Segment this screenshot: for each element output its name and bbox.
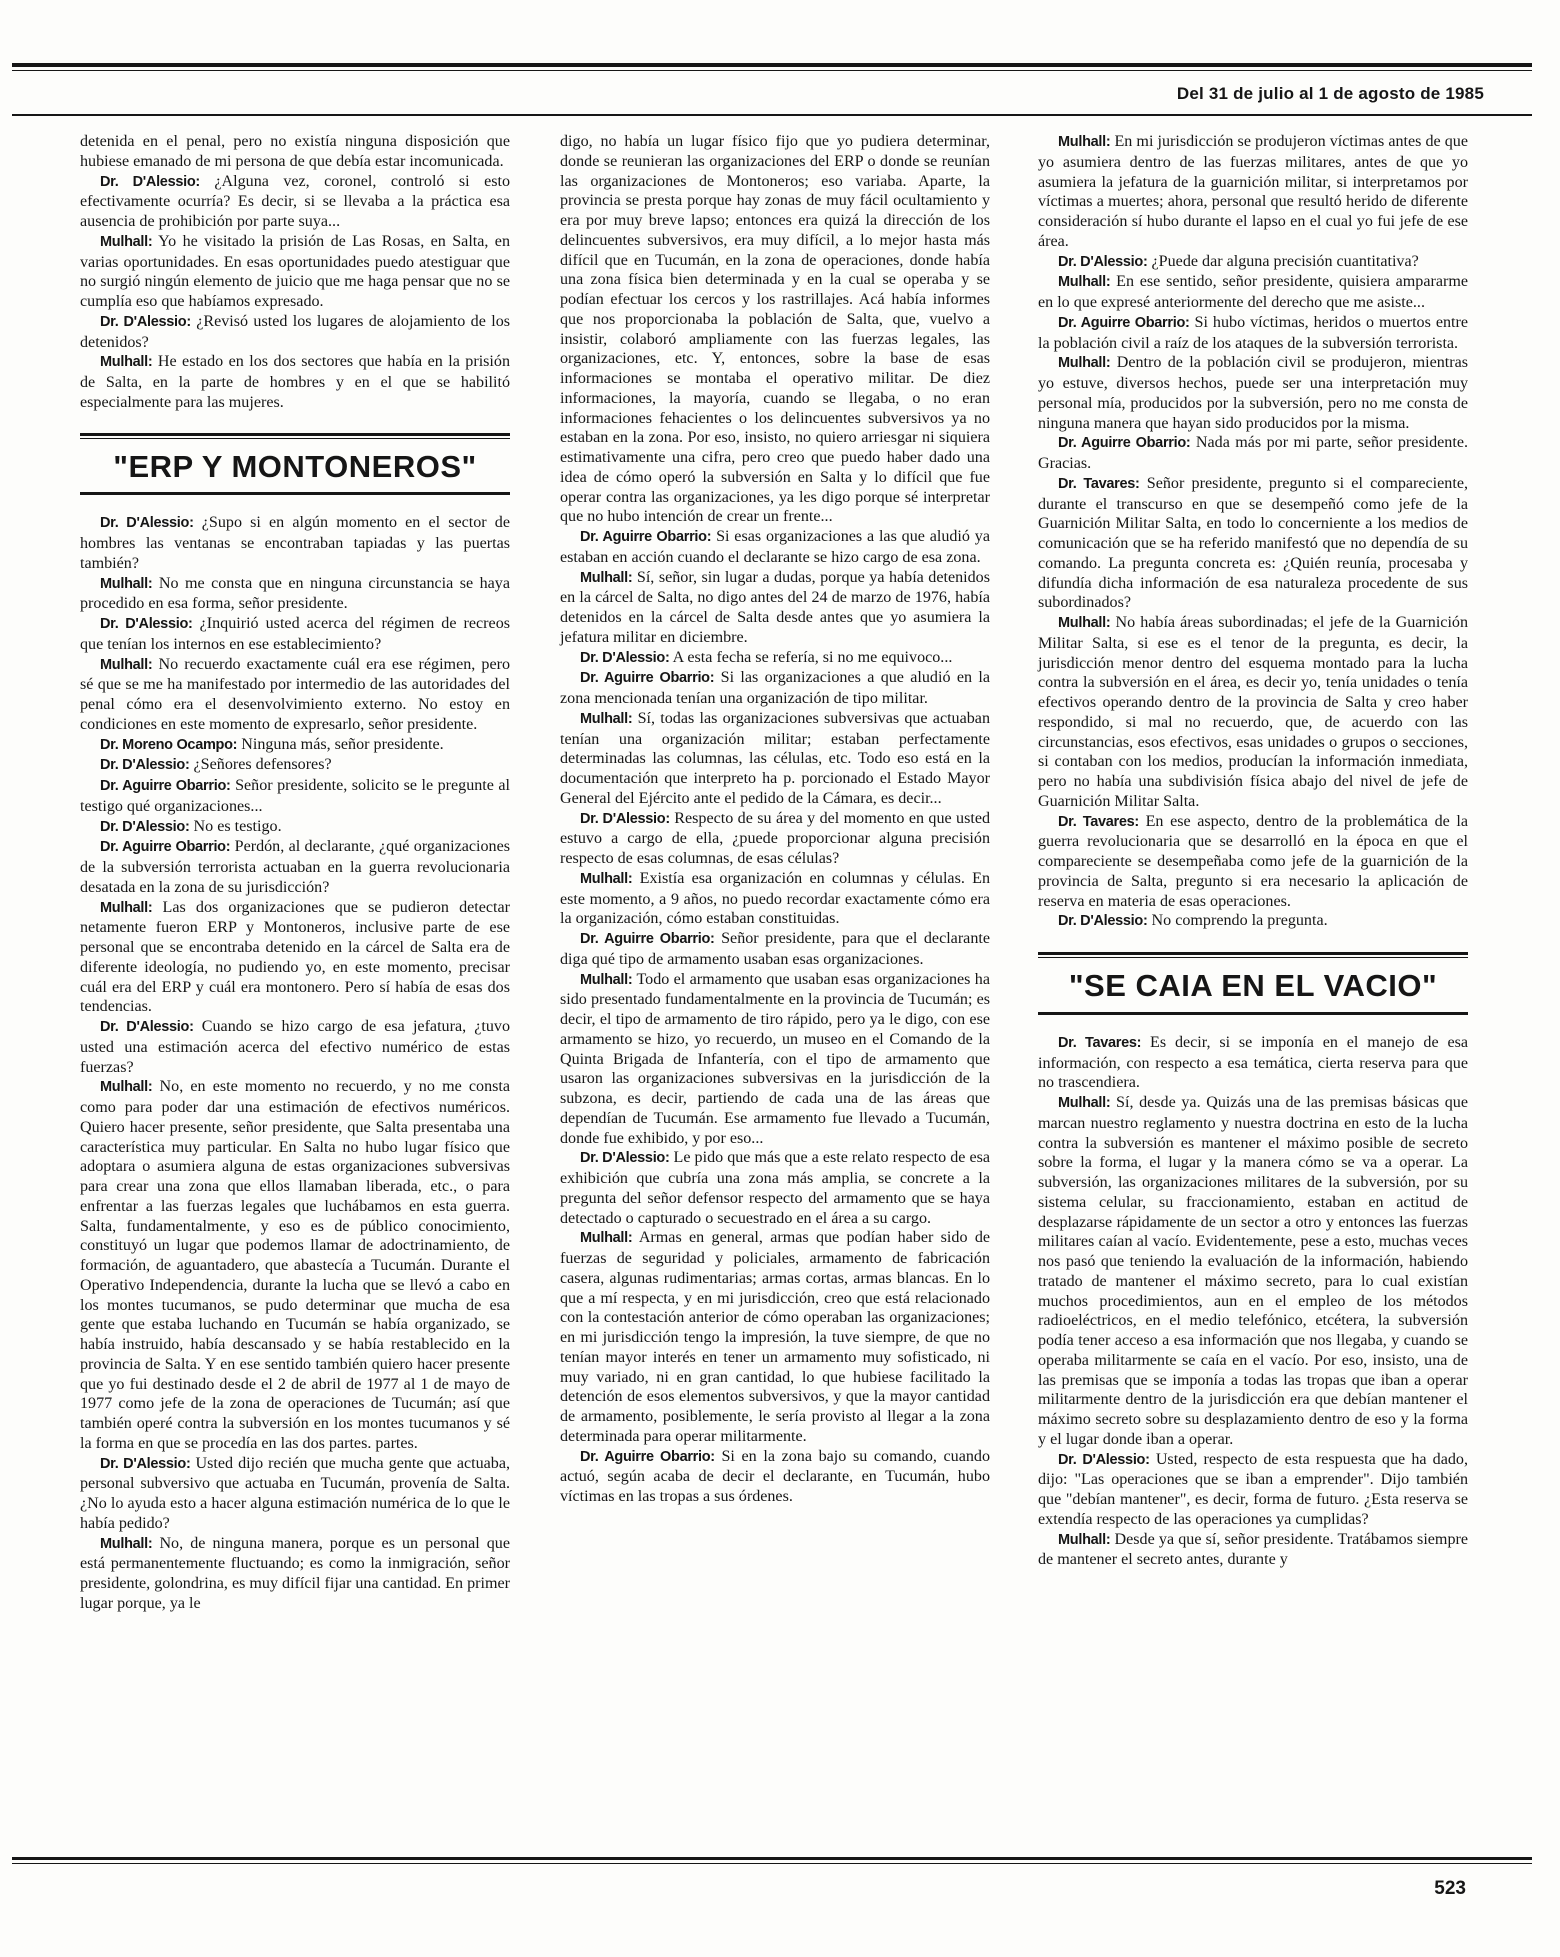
transcript-entry (1038, 353, 1468, 433)
transcript-entry (560, 1228, 990, 1446)
statement-text: Es decir, si se imponía en el manejo de esa información, con respecto a esa temática, cierta reserva para que no trascendiera. (1038, 1033, 1468, 1092)
statement-text: Armas en general, armas que podían haber sido de fuerzas de seguridad y policiales, armamento de fabricación casera, algunas rudimentarias; armas cortas, armas blancas. En lo que a mí respecta, y en mi jurisdicción, creo que está relacionado con la contestación anterior de cómo operaban las organizaciones; en mi jurisdicción tengo la impresión, la tuve siempre, de que no tenían mayor interés en tener un armamento muy sofisticado, ni muy variado, ni en gran cantidad, lo que hubiese facilitado la detención de esos elementos subversivos, y que la mayor cantidad de armamento, posiblemente, le sería provisto al llegar a la zona determinada para operar militarmente. (560, 1229, 991, 1445)
speaker-name: Mulhall: (100, 656, 153, 673)
speaker-name: Mulhall: (580, 569, 633, 586)
speaker-name: Mulhall: (1058, 274, 1111, 291)
transcript-entry (80, 776, 510, 817)
statement-text: Dentro de la población civil se produjeron, mientras yo estuve, diversos hechos, puede ser una interpretación muy personal mía, producidos por la subversión, pero no me consta de ninguna manera que hayan sido producidos por la misma. (1038, 354, 1468, 432)
speaker-name: Dr. Aguirre Obarrio: (580, 529, 712, 545)
transcript-entry (1038, 433, 1468, 474)
transcript-entry (80, 1017, 510, 1077)
speaker-name: Dr. D'Alessio: (100, 818, 190, 835)
section-rule (1038, 1012, 1468, 1015)
transcript-entry (80, 513, 510, 573)
transcript-entry (560, 929, 990, 970)
speaker-name: Dr. D'Alessio: (1058, 1451, 1150, 1468)
transcript-entry (80, 1077, 510, 1453)
speaker-name: Dr. Aguirre Obarrio: (100, 778, 231, 794)
top-rule-thin (12, 70, 1532, 71)
statement-text: Si las organizaciones a que aludió en la zona mencionada tenían una organización de tipo militar. (560, 669, 990, 707)
top-rule (12, 63, 1532, 67)
speaker-name: Mulhall: (1058, 355, 1111, 372)
continued-paragraph (560, 132, 990, 527)
statement-text: Sí, todas las organizaciones subversivas que actuaban tenían una organización militar; estaban perfectamente determinadas las columnas, las células, etc. Todo eso está en la documentación que interpreto ha p. porcionado el Estado Mayor General del Ejército ante el pedido de la Cámara, es decir... (560, 709, 990, 807)
speaker-name: Dr. D'Alessio: (100, 173, 200, 190)
transcript-entry (1038, 1450, 1468, 1530)
speaker-name: Mulhall: (100, 1079, 153, 1096)
transcript-entry (560, 568, 990, 648)
section-rule-thin (80, 438, 510, 439)
transcript-entry (560, 1148, 990, 1228)
speaker-name: Dr. Aguirre Obarrio: (580, 1448, 715, 1465)
section-heading-block (80, 433, 510, 496)
transcript-entry (1038, 1033, 1468, 1093)
speaker-name: Dr. D'Alessio: (1058, 253, 1148, 270)
statement-text: No es testigo. (193, 817, 282, 835)
statement-text: Cuando se hizo cargo de esa jefatura, ¿tuvo usted una estimación acerca del efectivo numérico de estas fuerzas? (80, 1018, 511, 1076)
section-rule (1038, 952, 1468, 955)
transcript-entry (80, 614, 510, 655)
transcript-entry (80, 1534, 510, 1614)
statement-text: ¿Inquirió usted acerca del régimen de recreos que tenían los internos en ese establecimiento? (80, 615, 510, 653)
continued-paragraph (80, 132, 510, 172)
section-rule (80, 433, 510, 436)
statement-text: Desde ya que sí, señor presidente. Tratábamos siempre de mantener el secreto antes, durante y (1038, 1530, 1469, 1569)
speaker-name: Mulhall: (1058, 134, 1111, 150)
column-2 (560, 132, 990, 1507)
transcript-entry (80, 735, 510, 756)
statement-text: Señor presidente, pregunto si el compareciente, durante el transcurso en que se desempeñó como jefe de la Guarnición Militar Salta, en todo lo concerniente a los medios de comunicación que se ha referido manifestó que no dependía de su comando. La pregunta concreta es: ¿Quién reunía, procesaba y difundía dicha información de esa naturaleza procedente de sus subordinados? (1038, 474, 1468, 612)
speaker-name: Dr. D'Alessio: (100, 757, 190, 774)
transcript-entry (1038, 474, 1468, 613)
speaker-name: Dr. Aguirre Obarrio: (100, 839, 231, 856)
statement-text: En mi jurisdicción se produjeron víctimas antes de que yo asumiera dentro de las fuerzas militares, antes de que yo asumiera la jefatura de la guarnición militar, si interpretamos por víctimas a muertes; ahora, personal que resultó herido de diferente consideración sí hubo durante el lapso en el cual yo fui jefe de ese área. (1038, 133, 1468, 250)
bottom-rule (12, 1857, 1532, 1860)
statement-text: Si esas organizaciones a las que aludió ya estaban en acción cuando el declarante se hizo cargo de esa zona. (560, 528, 990, 566)
transcript-entry (80, 232, 510, 312)
transcript-entry (80, 755, 510, 776)
transcript-entry (560, 809, 990, 869)
statement-text: No me consta que en ninguna circunstancia se haya procedido en esa forma, señor presidente. (80, 574, 510, 613)
column-1 (80, 132, 510, 1614)
speaker-name: Dr. D'Alessio: (100, 1019, 194, 1035)
statement-text: ¿Alguna vez, coronel, controló si esto efectivamente ocurría? Es decir, si se llevaba a la práctica esa ausencia de prohibición por parte suya... (80, 172, 510, 230)
transcript-entry (80, 1454, 510, 1534)
statement-text: Las dos organizaciones que se pudieron detectar netamente fueron ERP y Montoneros, inclusive parte de ese personal que se encontraba detenido en la cárcel de Salta era de diferente ideología, no pudiendo yo, en este momento, precisar cuál era del ERP y cuál era montonero. Pero sí había de esas dos tendencias. (80, 898, 510, 1016)
statement-text: Todo el armamento que usaban esas organizaciones ha sido presentado fundamentalmente en la provincia de Tucumán; es decir, el tipo de armamento de tiro rápido, pero ya le digo, con ese armamento se hizo, yo recuerdo, un museo en el Comando de la Quinta Brigada de Infantería, con el tipo de armamento que usaron las organizaciones subversivas en la jurisdicción de la subzona, es decir, partiendo de cada una de las áreas que dependían de Tucumán. Ese armamento fue llevado a Tucumán, donde fue exhibido, y por eso... (560, 970, 991, 1147)
speaker-name: Mulhall: (1058, 615, 1111, 631)
speaker-name: Mulhall: (100, 233, 153, 250)
transcript-entry (560, 668, 990, 709)
statement-text: Sí, desde ya. Quizás una de las premisas básicas que marcan nuestro reglamento y nuestra doctrina en esto de la lucha contra la subversión es mantener el máximo posible de secreto sobre la forma, el lugar y la manera cómo se va a operar. La subversión, las organizaciones militares de la subversión, por su sistema celular, su fraccionamiento, estaban en actitud de desplazarse rápidamente de un sector a otro y entonces las fuerzas militares caían al vacío. Evidentemente, pese a esto, muchas veces nos pasó que teniendo la evaluación de la información, habiendo tratado de mantener el máximo secreto, para lo cual existían muchos procedimientos, aun en el empleo de los métodos radioeléctricos, en el medio telefónico, etcétera, la subversión podía tener acceso a esa información que nos llegaba, y cuando se operaba militarmente se caía en el vacío. Por eso, insisto, una de las premisas que se imponía a todas las tropas que iban a operar militarmente dentro de la jurisdicción era que debían mantener el máximo secreto sobre su desplazamiento dentro de eso y la forma y el lugar donde iban a operar. (1038, 1094, 1468, 1448)
header-date: Del 31 de julio al 1 de agosto de 1985 (1176, 84, 1484, 103)
speaker-name: Dr. D'Alessio: (100, 1455, 191, 1472)
statement-text: Yo he visitado la prisión de Las Rosas, en Salta, en varias oportunidades. En esas oportunidades puedo atestiguar que no surgió ningún elemento de juicio que me haga pensar que no se cumplía eso que habíamos expresado. (80, 232, 510, 310)
statement-text: Perdón, al declarante, ¿qué organizaciones de la subversión terrorista actuaban en la guerra revolucionaria desatada en la zona de su jurisdicción? (80, 838, 510, 896)
transcript-entry (560, 709, 990, 809)
statement-text: Le pido que más que a este relato respecto de esa exhibición que cubría una zona más amplia, se concrete a la pregunta del señor defensor respecto del armamento que se haya detectado o capturado o secuestrado en el área a su cargo. (560, 1149, 990, 1227)
speaker-name: Dr. D'Alessio: (1058, 913, 1148, 930)
statement-text: No recuerdo exactamente cuál era ese régimen, pero sé que se me ha manifestado por intermedio de las autoridades del penal cómo era el desenvolvimiento externo. No estoy en condiciones en este momento de expresarlo, señor presidente. (80, 655, 510, 733)
section-rule (80, 492, 510, 495)
speaker-name: Mulhall: (1058, 1095, 1111, 1111)
transcript-entry (1038, 812, 1468, 912)
transcript-entry (80, 172, 510, 232)
statement-text: detenida en el penal, pero no existía ninguna disposición que hubiese emanado de mi persona de que debía estar incomunicada. (80, 133, 510, 170)
statement-text: digo, no había un lugar físico fijo que yo pudiera determinar, donde se reunieran las organizaciones del ERP o donde se reunían las organizaciones de Montoneros; eso variaba. Aparte, la provincia se presta porque hay zonas de muy fácil ocultamiento y era por muy breve lapso; entonces era quizá la dirección de los delincuentes subversivos, era muy difícil, a lo mejor hasta más difícil que en Tucumán, en la zona de operaciones, donde había una zona física bien determinada y en la cual se operaba y se podían efectuar los cercos y los rastrillajes. Acá había informes que nos proporcionaba la población de Salta, que, vuelvo a insistir, colaboró ampliamente con las fuerzas legales, las organizaciones, etc. Y, entonces, sobre la base de esas informaciones se montaba el operativo militar. De diez informaciones, la mayoría, cuando se llegaba, o no eran informaciones fehacientes o los delincuentes subversivos ya no estaban en la zona. Por eso, insisto, no quiero arriesgar ni siquiera estimativamente una cifra, pero creo que puedo haber dado una idea de cómo operó la subversión en Salta y lo difícil que fue operar contra las organizaciones, ya les digo porque sé interpretar que no hubo intención de crear un frente... (560, 133, 990, 526)
transcript-entry (80, 837, 510, 897)
statement-text: No comprendo la pregunta. (1151, 912, 1328, 930)
statement-text: En ese aspecto, dentro de la problemática de la guerra revolucionaria que se desarrolló en la época en que el compareciente se desempeñaba como jefe de la guarnición de la provincia de Salta, pregunto si era necesario la aplicación de reserva en materia de esas operaciones. (1038, 812, 1468, 910)
speaker-name: Mulhall: (580, 1230, 633, 1247)
transcript-entry (80, 312, 510, 353)
statement-text: No, en este momento no recuerdo, y no me consta como para poder dar una estimación de efectivos numéricos. Quiero hacer presente, señor presidente, que Salta presentaba una característica muy particular. En Salta no hubo lugar físico que adoptara o asumiera alguna de estas organizaciones subversivas para crear una zona que ellos llamaban liberada, etc., o para enfrentar a las fuerzas legales que luchábamos en esta guerra. Salta, fundamentalmente, y eso es de público conocimiento, constituyó un lugar que podemos llamar de adoctrinamiento, de formación, de aguantadero, que abastecía a Tucumán. Durante el Operativo Independencia, durante la lucha que se llevó a cabo en los montes tucumanos, se pudo determinar que mucha de esa gente que estaba luchando en Tucumán se había organizado, se había instruido, había descansado y se había restablecido en la provincia de Salta. Y en ese sentido también quiero hacer presente que yo fui destinado desde el 2 de abril de 1977 al 1 de mayo de 1977 como jefe de la zona de operaciones de Tucumán; así que también operé contra la subversión en los montes tucumanos y sé la forma en que se procedía en las dos partes. partes. (80, 1078, 510, 1452)
speaker-name: Mulhall: (580, 971, 633, 988)
transcript-entry (560, 1447, 990, 1507)
header-rule (12, 114, 1532, 116)
statement-text: En ese sentido, señor presidente, quisiera ampararme en lo que expresé anteriormente del derecho que me asiste... (1038, 273, 1468, 311)
statement-text: Señor presidente, para que el declarante diga qué tipo de armamento usaban esas organizaciones. (560, 930, 990, 968)
statement-text: He estado en los dos sectores que había en la prisión de Salta, en la parte de hombres y en el que se habilitó especialmente para las mujeres. (80, 353, 510, 411)
transcript-entry (80, 574, 510, 615)
speaker-name: Dr. Tavares: (1058, 813, 1139, 830)
transcript-entry (1038, 313, 1468, 354)
speaker-name: Dr. Tavares: (1058, 475, 1140, 492)
statement-text: Señor presidente, solicito se le pregunte al testigo qué organizaciones... (80, 777, 511, 815)
transcript-entry (80, 655, 510, 735)
speaker-name: Mulhall: (100, 899, 153, 916)
transcript-entry (80, 898, 510, 1018)
statement-text: Nada más por mi parte, señor presidente. Gracias. (1038, 434, 1468, 472)
speaker-name: Dr. D'Alessio: (580, 810, 670, 827)
section-heading: "ERP Y MONTONEROS" (113, 448, 477, 484)
statement-text: ¿Supo si en algún momento en el sector de hombres las ventanas se encontraban tapiadas y las puertas también? (80, 514, 510, 572)
bottom-rule-thin (12, 1863, 1532, 1864)
speaker-name: Dr. Moreno Ocampo: (100, 736, 238, 753)
transcript-entry (1038, 132, 1468, 252)
transcript-entry (1038, 1093, 1468, 1450)
speaker-name: Dr. D'Alessio: (100, 515, 194, 532)
transcript-entry (80, 817, 510, 838)
speaker-name: Dr. Aguirre Obarrio: (1058, 314, 1190, 331)
transcript-entry (1038, 252, 1468, 273)
speaker-name: Dr. Aguirre Obarrio: (580, 670, 715, 687)
speaker-name: Dr. D'Alessio: (100, 313, 191, 330)
statement-text: ¿Puede dar alguna precisión cuantitativa? (1151, 252, 1419, 270)
statement-text: Usted dijo recién que mucha gente que actuaba, personal subversivo que actuaba en Tucumán, provenía de Salta. ¿No lo ayuda esto a hacer alguna estimación numérica de lo que le había pedido? (80, 1454, 510, 1532)
speaker-name: Mulhall: (580, 710, 633, 727)
statement-text: Si hubo víctimas, heridos o muertos entre la población civil a raíz de los ataques de la subversión terrorista. (1038, 313, 1468, 352)
speaker-name: Mulhall: (100, 354, 153, 371)
speaker-name: Dr. D'Alessio: (100, 616, 193, 632)
statement-text: Usted, respecto de esta respuesta que ha dado, dijo: "Las operaciones que se iban a emprender". Dijo también que "debían mantener", es decir, forma de futuro. ¿Esta reserva se extendía respecto de las operaciones ya cumplidas? (1038, 1450, 1468, 1528)
statement-text: ¿Señores defensores? (193, 756, 332, 774)
statement-text: Sí, señor, sin lugar a dudas, porque ya había detenidos en la cárcel de Salta, no digo antes del 24 de marzo de 1976, había detenidos en la cárcel de Salta desde antes que yo asumiera la jefatura militar en diciembre. (560, 568, 990, 646)
column-3 (1038, 132, 1468, 1570)
transcript-entry (560, 970, 990, 1149)
speaker-name: Mulhall: (100, 1535, 153, 1552)
transcript-entry (80, 352, 510, 412)
speaker-name: Mulhall: (100, 575, 153, 592)
statement-text: Si en la zona bajo su comando, cuando actuó, según acaba de decir el declarante, en Tucumán, hubo víctimas en las tropas a sus órdenes. (560, 1447, 990, 1505)
transcript-entry (560, 869, 990, 929)
transcript-entry (1038, 613, 1468, 812)
speaker-name: Dr. D'Alessio: (580, 1150, 670, 1167)
statement-text: No, de ninguna manera, porque es un personal que está permanentemente fluctuando; es como la inmigración, señor presidente, golondrina, es muy difícil fijar una cantidad. En primer lugar porque, ya le (80, 1534, 510, 1612)
section-heading-block (1038, 952, 1468, 1015)
speaker-name: Dr. D'Alessio: (580, 649, 670, 666)
speaker-name: Dr. Aguirre Obarrio: (1058, 435, 1191, 452)
section-rule-thin (1038, 957, 1468, 958)
transcript-entry (560, 527, 990, 568)
transcript-entry (1038, 1530, 1468, 1571)
speaker-name: Mulhall: (580, 870, 633, 887)
speaker-name: Dr. Aguirre Obarrio: (580, 931, 715, 947)
statement-text: Ninguna más, señor presidente. (241, 735, 444, 753)
statement-text: A esta fecha se refería, si no me equivoco... (672, 648, 953, 666)
statement-text: ¿Revisó usted los lugares de alojamiento de los detenidos? (80, 312, 510, 351)
statement-text: Existía esa organización en columnas y células. En este momento, a 9 años, no puedo recordar exactamente cómo era la organización, cómo estaban constituidas. (560, 869, 990, 928)
speaker-name: Dr. Tavares: (1058, 1034, 1142, 1051)
speaker-name: Mulhall: (1058, 1531, 1111, 1548)
page-number: 523 (1434, 1878, 1466, 1899)
section-heading: "SE CAIA EN EL VACIO" (1068, 968, 1438, 1003)
transcript-entry (560, 648, 990, 669)
statement-text: No había áreas subordinadas; el jefe de la Guarnición Militar Salta, si ese es el tenor de la pregunta, es decir, la jurisdicción menor dentro del esquema montado para la lucha contra la subversión en el área, es decir yo, tenía unidades o tenía efectivos operando dentro de la provincia de Salta y creo haber respondido, si mal no recuerdo, que, de acuerdo con las circunstancias, esos efectivos, esas unidades o grupos o secciones, si contaban con los medios, producían la información inmediata, pero no había una subdivisión física abajo del nivel de jefe de Guarnición Militar Salta. (1038, 614, 1469, 810)
transcript-entry (1038, 272, 1468, 313)
statement-text: Respecto de su área y del momento en que usted estuvo a cargo de ella, ¿puede proporcionar alguna precisión respecto de esas columnas, de esas células? (560, 809, 991, 867)
transcript-entry (1038, 911, 1468, 932)
